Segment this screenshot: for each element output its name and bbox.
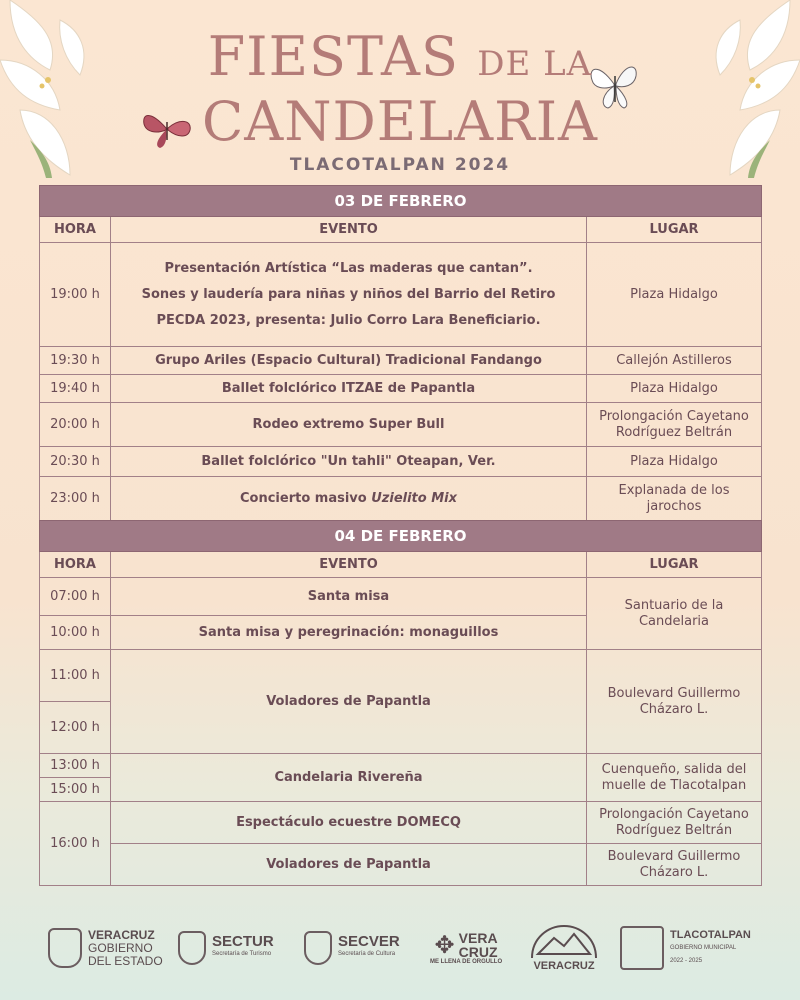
logo-text: Secretaría de Turismo [212,951,272,957]
hora-cell: 11:00 h [40,650,111,702]
lugar-cell: Prolongación Cayetano Rodríguez Beltrán [587,403,762,447]
table-row [40,802,762,844]
logo-text: VERACRUZ [533,959,595,972]
title-de-la: DE LA [477,44,593,84]
lugar-cell: Plaza Hidalgo [587,243,762,347]
logo-tlacotalpan [620,918,751,978]
logo-text: GOBIERNO MUNICIPAL [670,944,737,951]
pattern-icon: ✥ [434,931,455,959]
column-header-evento: EVENTO [111,217,587,243]
logo-gobierno-veracruz [48,918,163,978]
logo-veracruz [528,918,600,978]
logo-text: Secretaría de Cultura [338,951,396,957]
logo-text: CRUZ [458,944,498,960]
column-header-hora: HORA [40,217,111,243]
table-row [40,447,762,477]
logo-sectur [178,918,274,978]
column-header-evento: EVENTO [111,552,587,578]
evento-cell: Grupo Ariles (Espacio Cultural) Tradicional Fandango [111,347,587,375]
logo-text: TLACOTALPAN [670,928,751,941]
lugar-cell: Prolongación Cayetano Rodríguez Beltrán [587,802,762,844]
lugar-cell: Boulevard Guillermo Cházaro L. [587,844,762,886]
coat-of-arms-icon [48,928,82,968]
lugar-cell: Callejón Astilleros [587,347,762,375]
event-title [0,25,800,175]
hora-cell: 10:00 h [40,616,111,650]
evento-cell: Voladores de Papantla [111,844,587,886]
table-row [40,844,762,886]
day-header-feb-03: 03 DE FEBRERO [40,186,762,217]
column-header-hora: HORA [40,552,111,578]
table-row [40,375,762,403]
coat-of-arms-icon [304,931,332,965]
event-subtitle: TLACOTALPAN 2024 [289,155,511,175]
evento-line: PECDA 2023, presenta: Julio Corro Lara Beneficiario. [156,312,541,328]
hora-cell: 19:00 h [40,243,111,347]
lugar-cell: Santuario de la Candelaria [587,578,762,650]
table-row [40,477,762,521]
hora-cell: 20:00 h [40,403,111,447]
logo-veracruz-orgullo [430,918,502,978]
column-header-lugar: LUGAR [587,552,762,578]
schedule-table-feb-03 [39,185,762,521]
evento-cell: Ballet folclórico "Un tahli" Oteapan, Ver. [111,447,587,477]
evento-line: Presentación Artística “Las maderas que cantan”. [164,260,533,276]
mountain-sun-icon [528,924,600,960]
evento-cell: Candelaria Rivereña [111,754,587,802]
hora-cell: 19:40 h [40,375,111,403]
table-row [40,650,762,702]
column-header-lugar: LUGAR [587,217,762,243]
logo-text: 2022 - 2025 [670,957,703,964]
table-row [40,243,762,347]
logo-text: VERACRUZ [88,927,155,942]
hora-cell: 16:00 h [40,802,111,886]
table-row [40,347,762,375]
hora-cell: 23:00 h [40,477,111,521]
evento-cell: Santa misa y peregrinación: monaguillos [111,616,587,650]
lugar-cell: Explanada de los jarochos [587,477,762,521]
hora-cell: 12:00 h [40,702,111,754]
lugar-cell: Boulevard Guillermo Cházaro L. [587,650,762,754]
coat-of-arms-icon [178,931,206,965]
sponsor-logos [0,918,800,978]
table-row [40,754,762,778]
table-row [40,403,762,447]
logo-text: SECTUR [212,933,274,950]
table-row [40,578,762,616]
hora-cell: 19:30 h [40,347,111,375]
title-fiestas: FIESTAS [207,25,460,88]
logo-text: VERA [458,930,498,946]
evento-cell: Santa misa [111,578,587,616]
title-line-2: CANDELARIA [201,90,599,153]
logo-text: ME LLENA DE ORGULLO [430,959,503,965]
title-line-1 [0,25,800,93]
hora-cell: 20:30 h [40,447,111,477]
hora-cell: 15:00 h [40,778,111,802]
evento-cell [111,243,587,347]
evento-cell: Ballet folclórico ITZAE de Papantla [111,375,587,403]
evento-line: Sones y laudería para niñas y niños del Barrio del Retiro [141,286,556,302]
logo-secver [304,918,400,978]
logo-text: GOBIERNO [88,940,153,955]
lugar-cell: Plaza Hidalgo [587,375,762,403]
lugar-cell: Cuenqueño, salida del muelle de Tlacotalpan [587,754,762,802]
evento-cell: Rodeo extremo Super Bull [111,403,587,447]
evento-cell: Voladores de Papantla [111,650,587,754]
evento-artist: Uzielito Mix [371,490,457,506]
hora-cell: 13:00 h [40,754,111,778]
hora-cell: 07:00 h [40,578,111,616]
coat-of-arms-icon [620,926,664,970]
logo-text: SECVER [338,933,400,950]
schedule-table-feb-04 [39,520,762,886]
evento-cell: Espectáculo ecuestre DOMECQ [111,802,587,844]
evento-cell [111,477,587,521]
logo-text: DEL ESTADO [88,953,163,968]
lugar-cell: Plaza Hidalgo [587,447,762,477]
evento-text: Concierto masivo [240,490,372,506]
day-header-feb-04: 04 DE FEBRERO [40,521,762,552]
